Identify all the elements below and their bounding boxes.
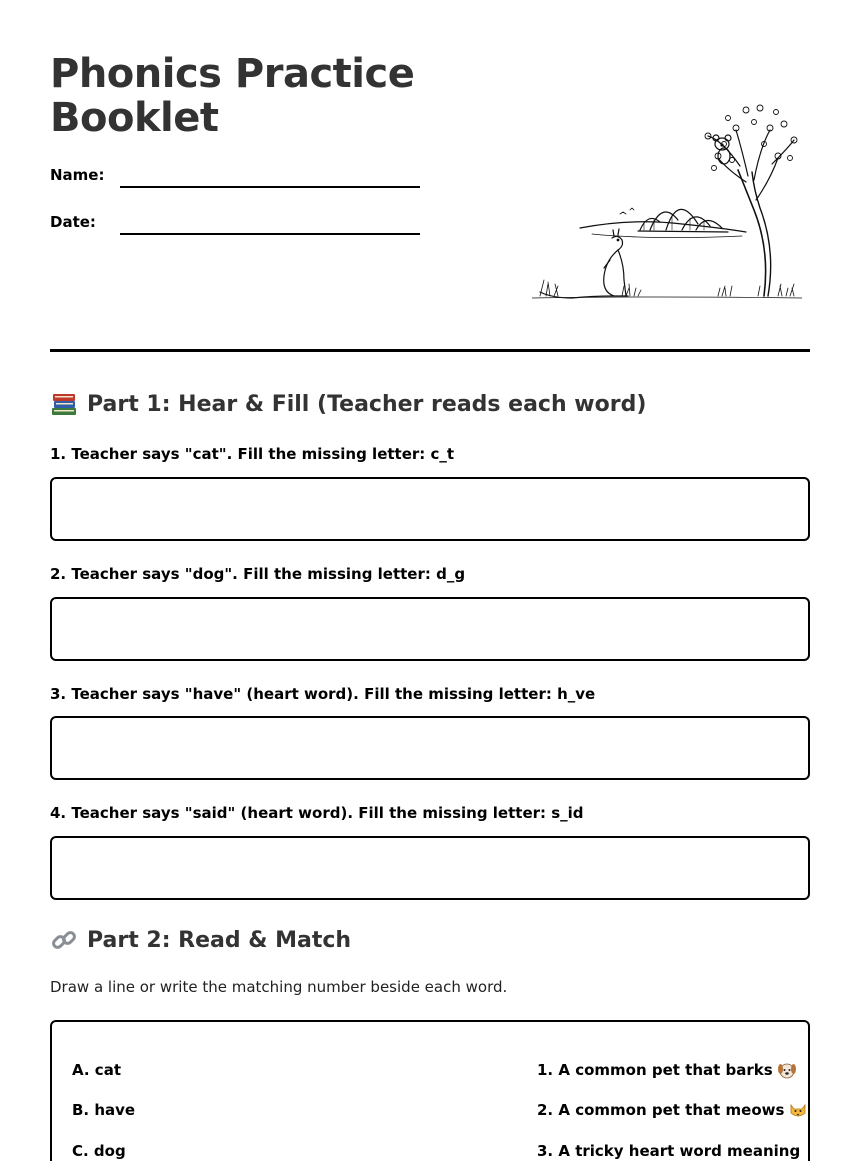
answer-box-1[interactable]: [50, 477, 810, 541]
match-meaning-1-text: 1. A common pet that barks: [537, 1061, 773, 1079]
match-meaning-2[interactable]: [537, 1101, 808, 1119]
australia-illustration: [532, 100, 802, 304]
match-meaning-3[interactable]: [537, 1142, 800, 1160]
match-meaning-1[interactable]: [537, 1061, 797, 1079]
header-divider: [50, 349, 810, 352]
name-line[interactable]: [120, 186, 420, 188]
question-3: 3. Teacher says "have" (heart word). Fill the missing letter: h_ve: [50, 685, 596, 703]
match-box: [50, 1020, 810, 1161]
match-meaning-2-text: 2. A common pet that meows: [537, 1101, 785, 1119]
cat-face-icon: [788, 1101, 808, 1119]
question-1: 1. Teacher says "cat". Fill the missing letter: c_t: [50, 445, 455, 463]
date-field[interactable]: [50, 213, 420, 243]
dog-face-icon: [777, 1061, 797, 1079]
booklet-title: Phonics Practice Booklet: [50, 51, 415, 141]
answer-box-3[interactable]: [50, 716, 810, 780]
part2-heading-text: Part 2: Read & Match: [87, 927, 352, 953]
name-field[interactable]: [50, 166, 420, 196]
date-line[interactable]: [120, 233, 420, 235]
match-word-b[interactable]: B. have: [72, 1101, 136, 1119]
match-word-c[interactable]: C. dog: [72, 1142, 126, 1160]
match-word-a[interactable]: A. cat: [72, 1061, 121, 1079]
books-icon: [50, 390, 78, 418]
part1-heading-text: Part 1: Hear & Fill (Teacher reads each word): [87, 391, 647, 417]
answer-box-4[interactable]: [50, 836, 810, 900]
match-meaning-3-text: 3. A tricky heart word meaning: [537, 1142, 801, 1160]
part2-instructions: Draw a line or write the matching number beside each word.: [50, 978, 508, 996]
answer-box-2[interactable]: [50, 597, 810, 661]
link-icon: [50, 926, 78, 954]
question-4: 4. Teacher says "said" (heart word). Fill the missing letter: s_id: [50, 804, 584, 822]
date-label: Date:: [50, 213, 96, 231]
name-label: Name:: [50, 166, 105, 184]
part2-heading: [50, 926, 351, 954]
part1-heading: [50, 390, 646, 418]
question-2: 2. Teacher says "dog". Fill the missing letter: d_g: [50, 565, 466, 583]
